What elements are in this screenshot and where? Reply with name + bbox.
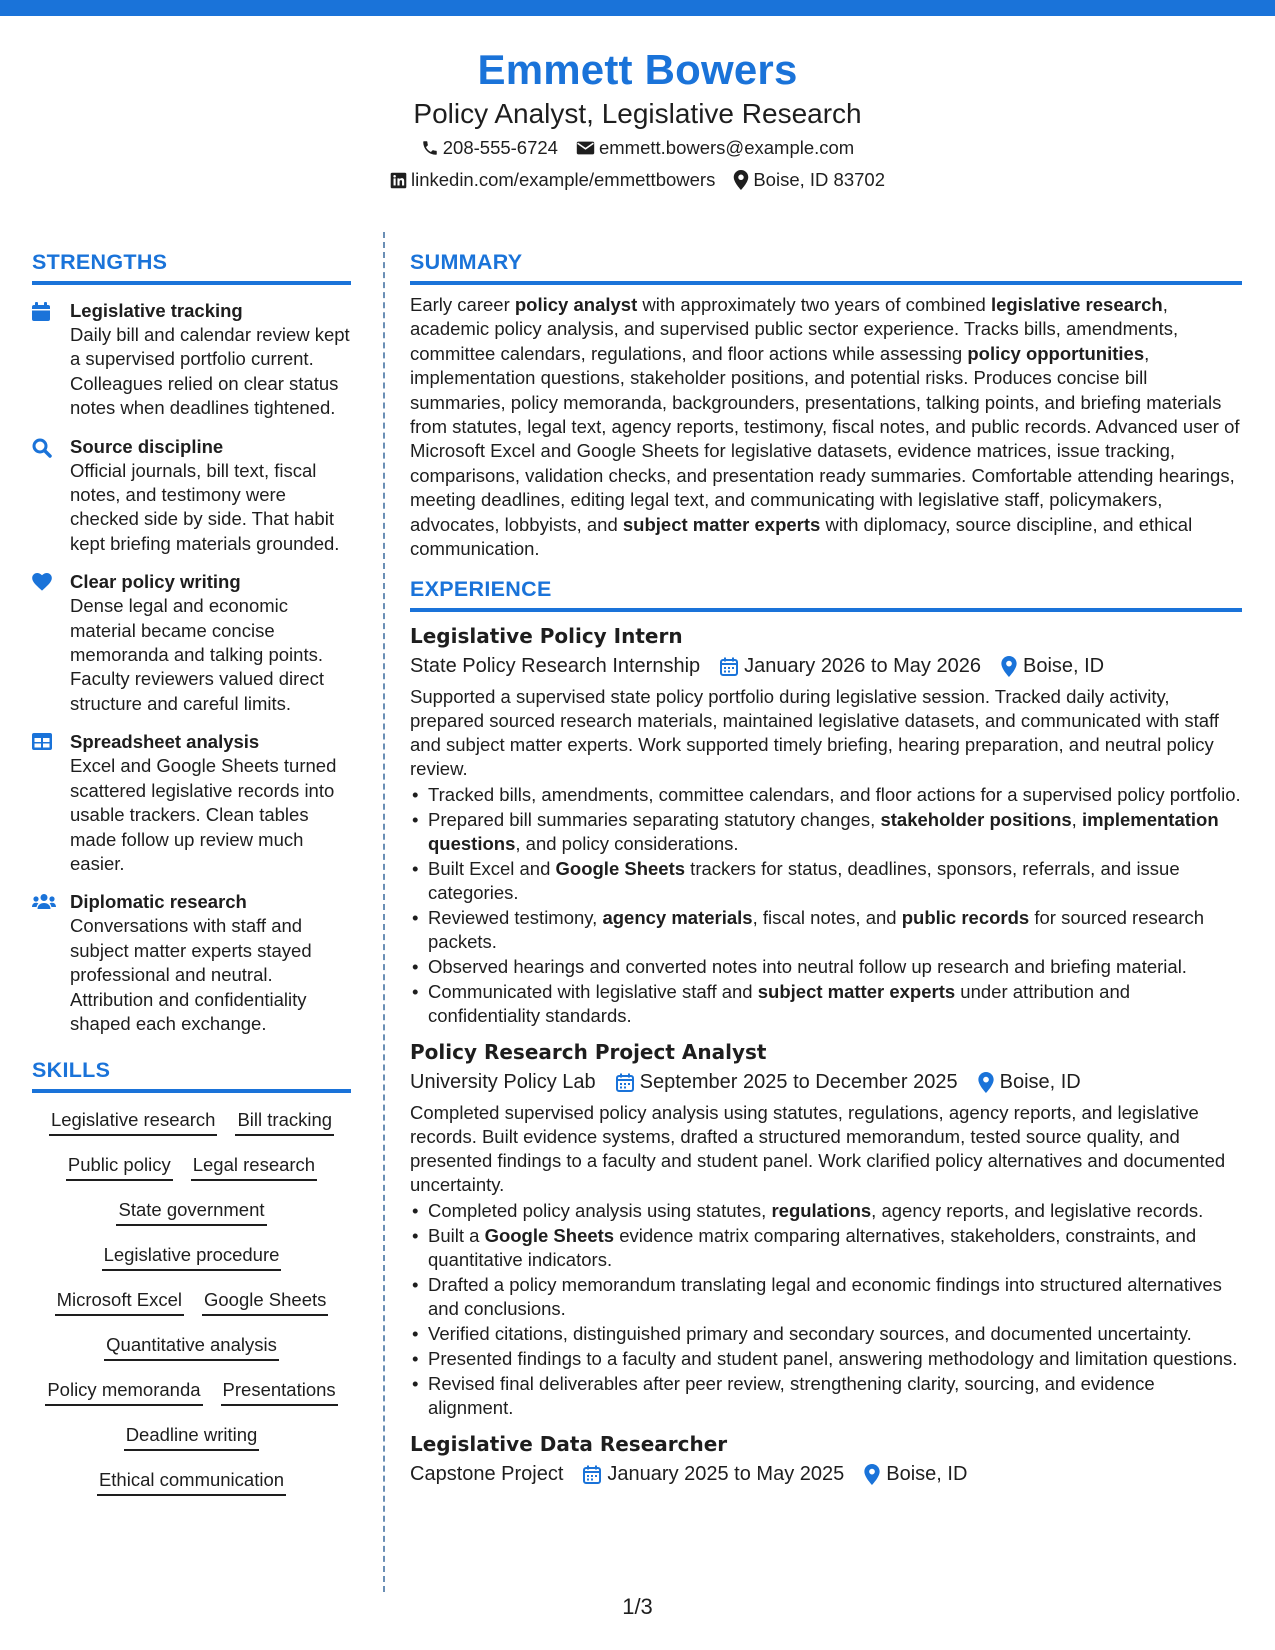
- job-bullets: [410, 1199, 1242, 1420]
- text-segment: , academic policy analysis, and supervised public sector experience. Tracks bills, amendments, committee calendars, regulations, and floor actions while assessing: [410, 294, 1179, 364]
- bold-keyword: subject matter experts: [622, 513, 821, 535]
- summary-text: [410, 293, 1242, 561]
- text-segment: Early career: [410, 294, 515, 315]
- skill-row: [32, 1193, 351, 1238]
- strength-title: Clear policy writing: [70, 571, 241, 593]
- text-segment: , fiscal notes, and: [752, 907, 902, 929]
- bullet-item: [410, 1347, 1242, 1371]
- text-segment: ,: [1071, 809, 1082, 831]
- bold-keyword: public records: [901, 907, 1030, 929]
- table-icon: [32, 733, 52, 750]
- bold-keyword: policy analyst: [514, 294, 638, 315]
- text-segment: evidence matrix comparing alternatives, stakeholders, constraints, and quantitative indicators.: [428, 1225, 1197, 1271]
- text-segment: trackers for status, deadlines, sponsors, referrals, and issue categories.: [428, 858, 1180, 904]
- strength-title: Source discipline: [70, 435, 224, 457]
- text-segment: with diplomacy, source discipline, and ethical communication.: [410, 513, 1193, 560]
- location-text: Boise, ID 83702: [753, 169, 885, 190]
- location-contact: [733, 164, 885, 196]
- job-entry: [410, 1429, 1242, 1489]
- top-accent-bar: [0, 0, 1275, 16]
- bullet-item: [410, 955, 1242, 979]
- bullet-item: [410, 808, 1242, 856]
- skill-tag: Quantitative analysis: [104, 1332, 279, 1361]
- bullet-item: [410, 1199, 1242, 1223]
- skill-tag: Legal research: [191, 1152, 317, 1181]
- text-segment: Completed policy analysis using statutes,: [428, 1200, 772, 1222]
- search-icon: [32, 438, 52, 458]
- skill-row: [32, 1148, 351, 1193]
- skill-row: [32, 1238, 351, 1283]
- strength-item: [32, 435, 351, 557]
- skill-tag: State government: [116, 1197, 266, 1226]
- job-org: Capstone Project: [410, 1463, 564, 1486]
- job-dates: September 2025 to December 2025: [639, 1071, 958, 1094]
- text-segment: Verified citations, distinguished primary and secondary sources, and documented uncertainty.: [428, 1323, 1192, 1345]
- bold-keyword: Google Sheets: [555, 858, 686, 880]
- job-org: University Policy Lab: [410, 1071, 596, 1094]
- right-column: [410, 248, 1242, 1489]
- skill-tag: Legislative procedure: [102, 1242, 282, 1271]
- job-description: Completed supervised policy analysis using statutes, regulations, agency reports, and legislative records. Built evidence systems, drafted a structured memorandum, tested source quality, and presented findings to a faculty and student panel. Work clarified policy alternatives and documented uncertainty.: [410, 1102, 1226, 1196]
- skill-row: [32, 1328, 351, 1373]
- job-dates: January 2026 to May 2026: [744, 655, 981, 678]
- strength-desc: Daily bill and calendar review kept a supervised portfolio current. Colleagues relied on clear status notes when deadlines tightened.: [70, 324, 350, 419]
- job-bullets: [410, 783, 1242, 1028]
- calendar-icon: [720, 657, 738, 676]
- skill-tag: Policy memoranda: [45, 1377, 202, 1406]
- job-dates: January 2025 to May 2025: [607, 1463, 845, 1486]
- users-icon: [32, 893, 56, 910]
- page-number: 1/3: [622, 1594, 653, 1619]
- calendar-icon: [616, 1073, 634, 1092]
- strength-title: Diplomatic research: [70, 891, 247, 913]
- job-entry: [410, 1037, 1242, 1420]
- skill-tag: Bill tracking: [235, 1107, 334, 1136]
- bullet-item: [410, 857, 1242, 905]
- text-segment: with approximately two years of combined: [637, 294, 991, 315]
- experience-list: [410, 621, 1242, 1489]
- text-segment: Communicated with legislative staff and: [428, 981, 758, 1003]
- text-segment: Revised final deliverables after peer review, strengthening clarity, sourcing, and evidence alignment.: [428, 1373, 1155, 1419]
- linkedin-icon: [390, 172, 407, 189]
- text-segment: , and policy considerations.: [515, 833, 739, 855]
- bold-keyword: stakeholder positions: [880, 809, 1072, 831]
- bullet-item: [410, 1224, 1242, 1272]
- linkedin-contact[interactable]: [390, 164, 715, 196]
- map-pin-icon: [978, 1072, 994, 1093]
- skill-tag: Google Sheets: [202, 1287, 328, 1316]
- skill-tag: Legislative research: [49, 1107, 218, 1136]
- skill-row: [32, 1418, 351, 1463]
- strength-title: Spreadsheet analysis: [70, 731, 260, 753]
- map-pin-icon: [864, 1464, 880, 1485]
- phone-icon: [421, 139, 439, 157]
- bullet-item: [410, 1273, 1242, 1321]
- text-segment: Presented findings to a faculty and student panel, answering methodology and limitation questions.: [428, 1348, 1238, 1370]
- candidate-title: Policy Analyst, Legislative Research: [413, 98, 862, 129]
- text-segment: Built a: [428, 1225, 485, 1247]
- map-pin-icon: [1001, 656, 1017, 677]
- job-entry: [410, 621, 1242, 1028]
- text-segment: Observed hearings and converted notes into neutral follow up research and briefing material.: [428, 956, 1187, 978]
- job-location: Boise, ID: [999, 1071, 1081, 1094]
- summary-heading: SUMMARY: [410, 248, 1242, 285]
- column-divider: [383, 232, 385, 1592]
- skills-list: [32, 1103, 351, 1508]
- text-segment: Tracked bills, amendments, committee calendars, and floor actions for a supervised policy portfolio.: [428, 784, 1241, 806]
- strength-item: [32, 299, 351, 421]
- envelope-icon: [576, 140, 595, 156]
- job-location: Boise, ID: [886, 1463, 968, 1486]
- skill-tag: Public policy: [66, 1152, 173, 1181]
- strength-item: [32, 570, 351, 716]
- text-segment: Built Excel and: [428, 858, 556, 880]
- skill-row: [32, 1103, 351, 1148]
- text-segment: Prepared bill summaries separating statutory changes,: [428, 809, 881, 831]
- bullet-item: [410, 783, 1242, 807]
- contact-row-2: [0, 164, 1275, 196]
- bullet-item: [410, 906, 1242, 954]
- email-text: emmett.bowers@example.com: [598, 137, 855, 158]
- strength-desc: Conversations with staff and subject matter experts stayed professional and neutral. Attribution and confidentiality shaped each exchange.: [70, 915, 312, 1034]
- resume-header: [0, 44, 1275, 196]
- strength-item: [32, 890, 351, 1036]
- strength-desc: Dense legal and economic material became concise memoranda and talking points. Faculty reviewers valued direct structure and careful limits.: [70, 595, 324, 714]
- text-segment: , agency reports, and legislative records.: [871, 1200, 1204, 1222]
- job-meta: [410, 1067, 1242, 1097]
- bold-keyword: agency materials: [602, 907, 753, 929]
- skill-tag: Presentations: [221, 1377, 338, 1406]
- strength-desc: Official journals, bill text, fiscal notes, and testimony were checked side by side. That habit kept briefing materials grounded.: [70, 459, 340, 554]
- job-title: Legislative Policy Intern: [410, 624, 683, 649]
- experience-heading: EXPERIENCE: [410, 575, 1242, 612]
- skill-tag: Ethical communication: [97, 1467, 286, 1496]
- bullet-item: [410, 1322, 1242, 1346]
- linkedin-text: linkedin.com/example/emmettbowers: [410, 169, 716, 190]
- text-segment: Reviewed testimony,: [428, 907, 603, 929]
- job-location: Boise, ID: [1022, 655, 1105, 678]
- strength-item: [32, 730, 351, 876]
- text-segment: for sourced research packets.: [428, 907, 1205, 953]
- text-segment: under attribution and confidentiality standards.: [428, 981, 1131, 1027]
- text-segment: Drafted a policy memorandum translating legal and economic findings into structured alternatives and conclusions.: [428, 1274, 1222, 1320]
- bullet-item: [410, 1372, 1242, 1420]
- bold-keyword: regulations: [771, 1200, 872, 1222]
- candidate-name: Emmett Bowers: [477, 46, 798, 93]
- heart-icon: [32, 573, 52, 591]
- job-title: Policy Research Project Analyst: [410, 1040, 767, 1065]
- bold-keyword: Google Sheets: [484, 1225, 615, 1247]
- phone-contact[interactable]: [421, 132, 558, 164]
- skill-row: [32, 1463, 351, 1508]
- calendar-icon: [583, 1465, 601, 1484]
- phone-text: 208-555-6724: [442, 137, 558, 158]
- bold-keyword: legislative research: [990, 294, 1163, 315]
- bold-keyword: policy opportunities: [967, 342, 1145, 364]
- skill-tag: Deadline writing: [124, 1422, 260, 1451]
- left-column: [32, 248, 351, 1508]
- job-description: Supported a supervised state policy portfolio during legislative session. Tracked daily activity, prepared sourced research materials, maintained legislative datasets, and communicated with staff and subject matter experts. Work supported timely briefing, hearing preparation, and neutral policy review.: [410, 686, 1219, 780]
- bullet-item: [410, 980, 1242, 1028]
- strength-desc: Excel and Google Sheets turned scattered legislative records into usable trackers. Clean tables made follow up review much easier.: [70, 755, 337, 874]
- skill-tag: Microsoft Excel: [55, 1287, 184, 1316]
- bold-keyword: implementation questions: [428, 809, 1219, 855]
- job-org: State Policy Research Internship: [410, 655, 701, 678]
- job-meta: [410, 1459, 1242, 1489]
- skill-row: [32, 1283, 351, 1328]
- job-meta: [410, 651, 1242, 681]
- job-title: Legislative Data Researcher: [410, 1432, 728, 1457]
- text-segment: , implementation questions, stakeholder positions, and potential risks. Produces concise bill summaries, policy memoranda, backgrounders, presentations, talking points, and briefing materials from statutes, legal text, agency reports, testimony, fiscal notes, and public records. Advanced user of Microsoft Excel and Google Sheets for legislative datasets, evidence matrices, issue tracking, comparisons, validation checks, and presentation ready summaries. Comfortable attending hearings, meeting deadlines, editing legal text, and communicating with legislative staff, policymakers, advocates, lobbyists, and: [410, 342, 1240, 535]
- bold-keyword: subject matter experts: [757, 981, 956, 1003]
- calendar-icon: [32, 302, 50, 321]
- strength-title: Legislative tracking: [70, 300, 243, 321]
- email-contact[interactable]: [576, 132, 854, 164]
- skills-heading: SKILLS: [32, 1056, 351, 1093]
- contact-row-1: [0, 132, 1275, 164]
- strengths-heading: STRENGTHS: [32, 248, 351, 285]
- skill-row: [32, 1373, 351, 1418]
- map-pin-icon: [733, 170, 749, 190]
